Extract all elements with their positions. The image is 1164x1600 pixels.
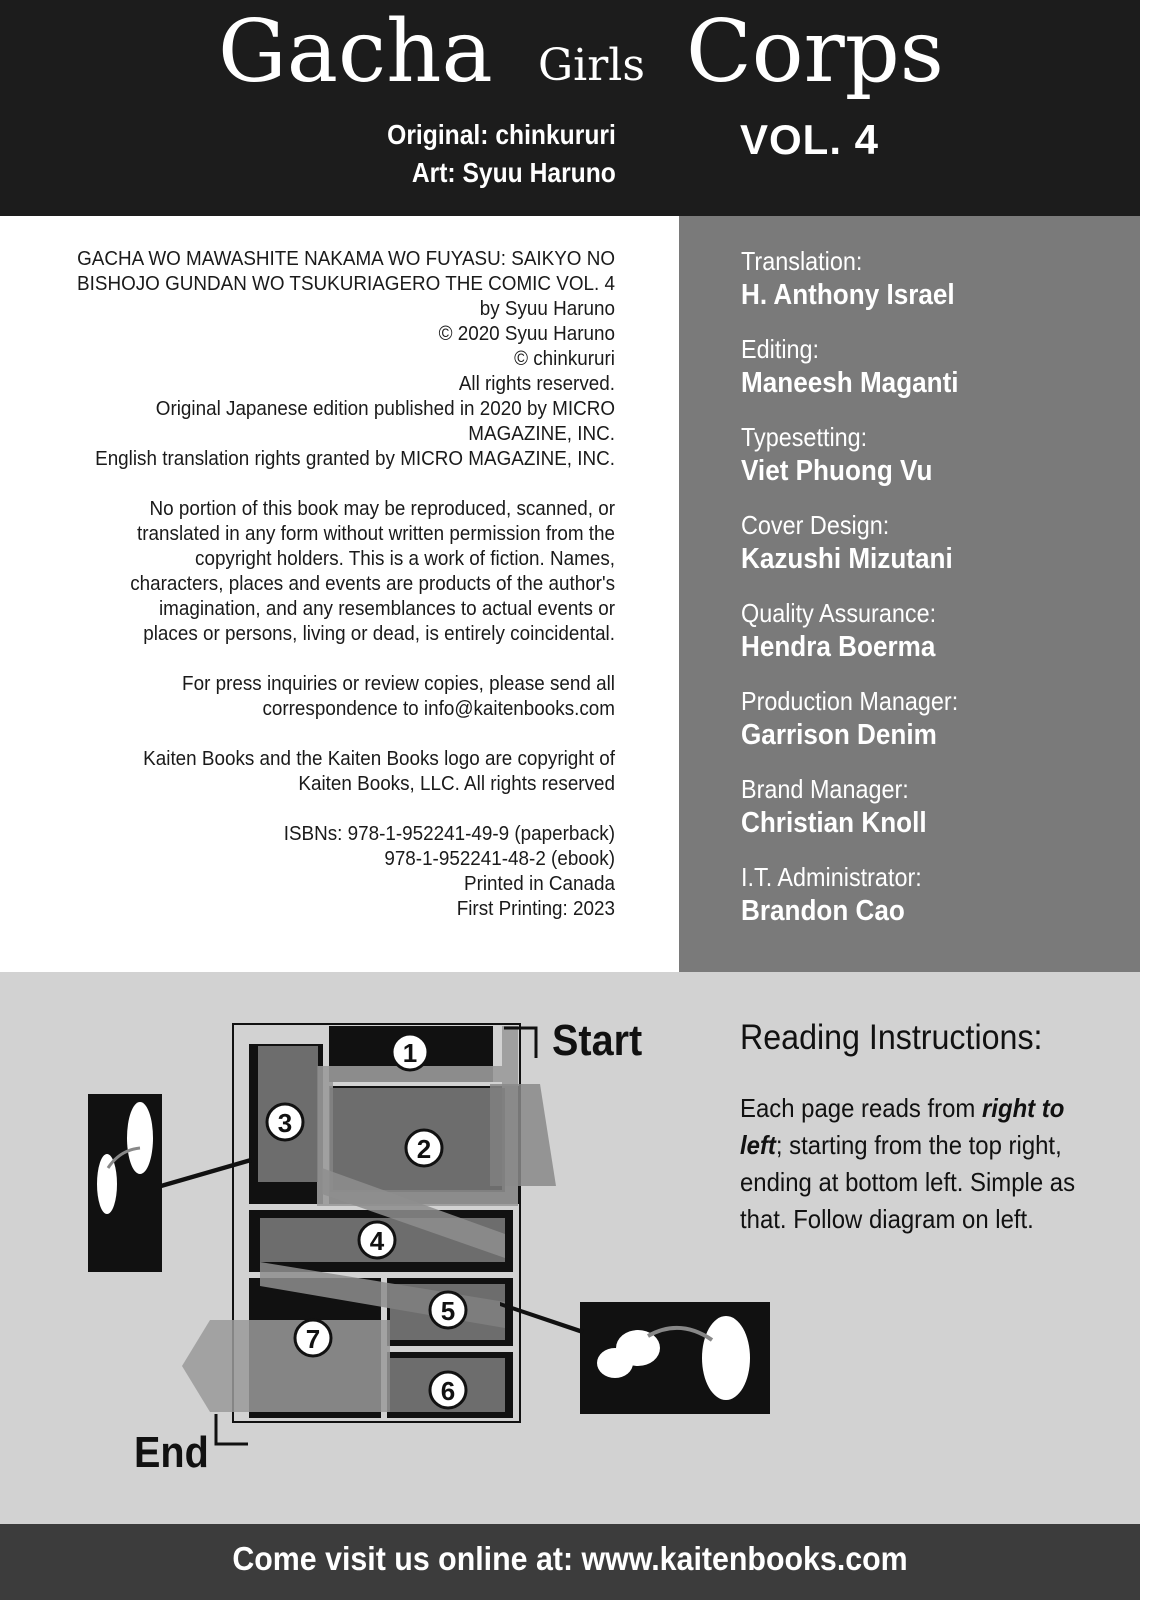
title-word-gacha: Gacha: [218, 2, 493, 102]
panel-number-1: 1: [402, 1038, 418, 1068]
speech-bubble-icon: [702, 1316, 750, 1400]
panel-number-3: 3: [277, 1108, 293, 1138]
art-credit: Art: Syuu Haruno: [412, 157, 616, 188]
reading-text-post: ; starting from the top right, ending at bottom left. Simple as that. Follow diagram on left.: [740, 1130, 1076, 1234]
legal-block-2: [63, 496, 615, 646]
reading-diagram-section: [0, 972, 1140, 1524]
staff-name: Christian Knoll: [741, 807, 927, 839]
legal-line: imagination, and any resemblances to actual events or: [158, 597, 615, 620]
staff-name: Garrison Denim: [741, 719, 937, 751]
staff-name: Viet Phuong Vu: [741, 455, 933, 487]
left-connector-line: [160, 1158, 252, 1188]
legal-line: © chinkururi: [514, 347, 615, 370]
speech-bubble-icon: [97, 1154, 117, 1214]
end-label: End: [134, 1428, 209, 1477]
title-word-corps: Corps: [686, 2, 944, 102]
staff-name: H. Anthony Israel: [741, 279, 955, 311]
original-credit: Original: chinkururi: [387, 119, 616, 150]
legal-line: © 2020 Syuu Haruno: [438, 322, 615, 345]
legal-block-5: [63, 821, 615, 921]
staff-list: [741, 244, 983, 948]
footer: [0, 1524, 1140, 1600]
legal-line: ISBNs: 978-1-952241-49-9 (paperback): [283, 822, 615, 845]
legal-line: places or persons, living or dead, is entirely coincidental.: [143, 622, 615, 645]
legal-line: copyright holders. This is a work of fiction. Names,: [195, 547, 615, 570]
legal-line: characters, places and events are products of the author's: [130, 572, 615, 595]
staff-name: Brandon Cao: [741, 895, 905, 927]
series-title: [0, 0, 1140, 110]
legal-line: Kaiten Books and the Kaiten Books logo are copyright of: [143, 747, 615, 770]
legal-line: GACHA WO MAWASHITE NAKAMA WO FUYASU: SAIKYO NO: [77, 247, 616, 270]
reading-text-pre: Each page reads from: [740, 1093, 983, 1123]
staff-name: Maneesh Maganti: [741, 367, 959, 399]
legal-line: All rights reserved.: [458, 372, 615, 395]
legal-line: No portion of this book may be reproduced, scanned, or: [149, 497, 615, 520]
staff-role: Brand Manager:: [741, 774, 909, 804]
panel-number-4: 4: [369, 1226, 385, 1256]
legal-line: translated in any form without written permission from the: [137, 522, 615, 545]
volume-number: VOL. 4: [740, 116, 880, 163]
staff-role: I.T. Administrator:: [741, 862, 922, 892]
title-word-girls: Girls: [538, 40, 645, 91]
speech-bubble-icon: [597, 1348, 633, 1378]
legal-line: correspondence to info@kaitenbooks.com: [262, 697, 615, 720]
legal-line: Printed in Canada: [464, 872, 615, 895]
page-edge: [1140, 0, 1164, 1600]
legal-line: 978-1-952241-48-2 (ebook): [384, 847, 615, 870]
staff-role: Cover Design:: [741, 510, 890, 540]
start-label: Start: [552, 1016, 643, 1065]
staff-credits: [679, 216, 1140, 972]
creator-credits: [387, 116, 616, 192]
legal-line: BISHOJO GUNDAN WO TSUKURIAGERO THE COMIC VOL. 4: [77, 272, 616, 295]
panel-number-5: 5: [440, 1296, 456, 1326]
legal-block-1: [63, 246, 615, 471]
reading-instructions-body: [740, 1090, 1090, 1238]
staff-role: Typesetting:: [741, 422, 868, 452]
reading-instructions-title: Reading Instructions:: [740, 1018, 1043, 1057]
speech-bubble-icon: [127, 1102, 153, 1174]
legal-line: English translation rights granted by MICRO MAGAZINE, INC.: [95, 447, 615, 470]
staff-role: Translation:: [741, 246, 863, 276]
legal-line: First Printing: 2023: [456, 897, 615, 920]
reading-text-emphasis: right to left: [740, 1093, 1065, 1160]
legal-line: MAGAZINE, INC.: [468, 422, 615, 445]
staff-name: Kazushi Mizutani: [741, 543, 953, 575]
end-arrow-band: [182, 1320, 390, 1412]
header: [0, 0, 1140, 216]
legal-section: [0, 216, 679, 972]
staff-role: Editing:: [741, 334, 820, 364]
panel-number-7: 7: [305, 1324, 321, 1354]
staff-role: Quality Assurance:: [741, 598, 937, 628]
legal-line: by Syuu Haruno: [479, 297, 615, 320]
panel-number-2: 2: [416, 1134, 432, 1164]
copyright-text: [63, 246, 615, 946]
staff-role: Production Manager:: [741, 686, 959, 716]
website-banner: Come visit us online at: www.kaitenbooks.com: [232, 1540, 908, 1577]
legal-line: For press inquiries or review copies, please send all: [182, 672, 615, 695]
panel-number-6: 6: [440, 1376, 456, 1406]
legal-line: Original Japanese edition published in 2020 by MICRO: [155, 397, 615, 420]
legal-block-3: [63, 671, 615, 721]
legal-block-4: [63, 746, 615, 796]
staff-name: Hendra Boerma: [741, 631, 936, 663]
legal-line: Kaiten Books, LLC. All rights reserved: [298, 772, 615, 795]
